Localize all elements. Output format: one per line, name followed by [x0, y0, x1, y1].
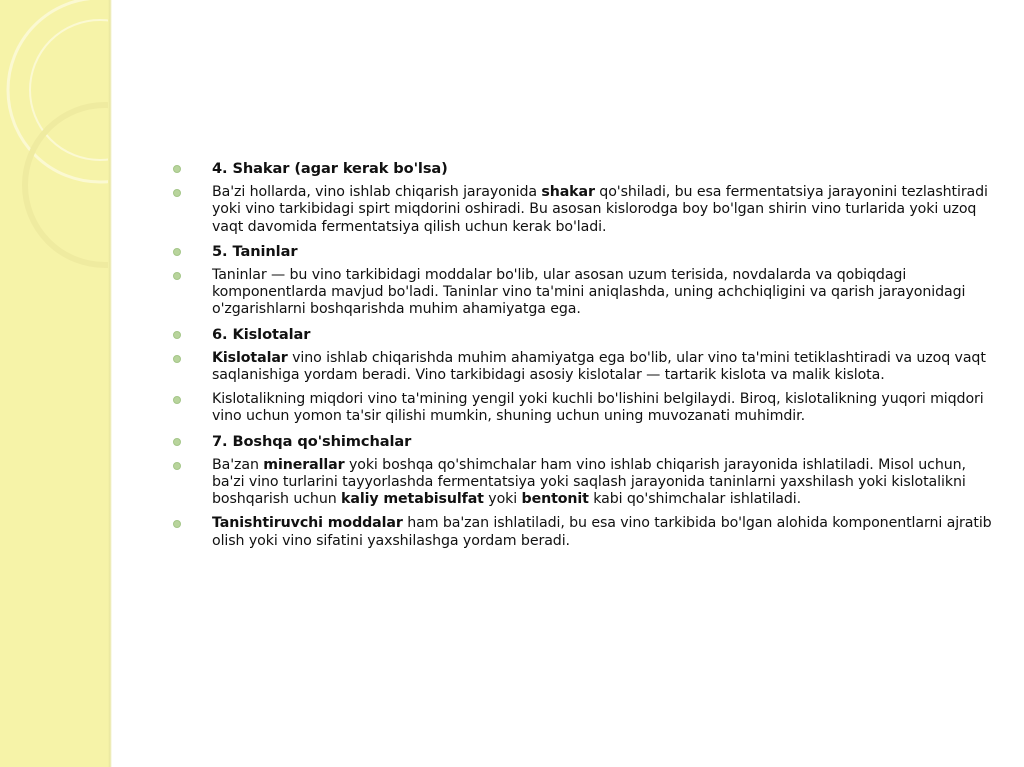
- section-heading: [172, 433, 992, 450]
- deco-ring-large: [8, 0, 112, 182]
- bold-term: kaliy metabisulfat: [341, 491, 484, 508]
- text-run: Kislotalikning miqdori vino ta'mining yengil yoki kuchli bo'lishini belgilaydi. Biroq, kislotalikning yuqori miqdori vino uchun yomon ta'sir qilishi mumkin, shuning uchun uning muvozanati muhimdir.: [212, 391, 984, 425]
- text-run: Taninlar — bu vino tarkibidagi moddalar bo'lib, ular asosan uzum terisida, novdalarda va qobiqdagi komponentlarda mavjud bo'ladi. Taninlar vino ta'mini aniqlashda, uning achchiqligini va qarish jarayonidagi o'zgarishlarni boshqarishda muhim ahamiyatga ega.: [212, 267, 966, 318]
- text-run: ham ba'zan ishlatiladi, bu esa vino tarkibida bo'lgan alohida komponentlarni ajratib olish yoki vino sifatini yaxshilashga yordam beradi.: [212, 515, 992, 549]
- decorative-rings: [0, 0, 112, 767]
- section-heading: [172, 160, 992, 177]
- bullet-icon: [173, 396, 181, 404]
- heading-text: 6. Kislotalar: [212, 325, 311, 343]
- heading-text: 5. Taninlar: [212, 242, 298, 260]
- bullet-paragraph: [172, 350, 992, 384]
- bullet-paragraph: [172, 267, 992, 319]
- text-run: yoki: [483, 491, 522, 508]
- bullet-paragraph: [172, 515, 992, 549]
- text-run: kabi qo'shimchalar ishlatiladi.: [588, 491, 802, 508]
- bold-term: Kislotalar: [212, 349, 288, 366]
- bold-term: bentonit: [521, 491, 589, 508]
- bullet-icon: [173, 520, 181, 528]
- bold-term: shakar: [541, 184, 595, 201]
- section-heading: [172, 326, 992, 343]
- bullet-icon: [173, 355, 181, 363]
- bullet-paragraph: [172, 184, 992, 236]
- deco-ring-lower: [25, 105, 112, 265]
- text-run: Ba'zi hollarda, vino ishlab chiqarish jarayonida: [212, 184, 542, 201]
- heading-text: 4. Shakar (agar kerak bo'lsa): [212, 160, 448, 177]
- bullet-icon: [173, 248, 181, 256]
- bullet-list: [172, 160, 992, 550]
- bullet-icon: [173, 438, 181, 446]
- section-heading: [172, 243, 992, 260]
- bullet-icon: [173, 165, 181, 173]
- bullet-icon: [173, 462, 181, 470]
- text-run: vino ishlab chiqarishda muhim ahamiyatga ega bo'lib, ular vino ta'mini tetiklashtiradi va uzoq vaqt saqlanishiga yordam beradi. Vino tarkibidagi asosiy kislotalar — tartarik kislota va malik kislota.: [212, 349, 986, 384]
- slide-content: [172, 160, 992, 557]
- bullet-paragraph: [172, 391, 992, 425]
- bullet-paragraph: [172, 457, 992, 509]
- bullet-icon: [173, 189, 181, 197]
- text-run: qo'shiladi, bu esa fermentatsiya jarayonini tezlashtiradi yoki vino tarkibidagi spirt miqdorini oshiradi. Bu asosan kislorodga boy bo'lgan shirin vino turlarida yoki uzoq vaqt davomida fermentatsiya qilish uchun kerak bo'ladi.: [212, 184, 988, 235]
- bullet-icon: [173, 331, 181, 339]
- heading-text: 7. Boshqa qo'shimchalar: [212, 432, 412, 450]
- bold-term: minerallar: [263, 456, 345, 473]
- sidebar-edge: [108, 0, 112, 767]
- slide-sidebar: [0, 0, 112, 767]
- text-run: yoki boshqa qo'shimchalar ham vino ishlab chiqarish jarayonida ishlatiladi. Misol uchun, ba'zi vino turlarini tayyorlashda fermentatsiya yoki saqlash jarayonida taninlarni yaxshilash yoki kislotalikni boshqarish uchun: [212, 456, 966, 508]
- bullet-icon: [173, 272, 181, 280]
- bold-term: Tanishtiruvchi moddalar: [212, 515, 403, 532]
- text-run: Ba'zan: [212, 456, 264, 473]
